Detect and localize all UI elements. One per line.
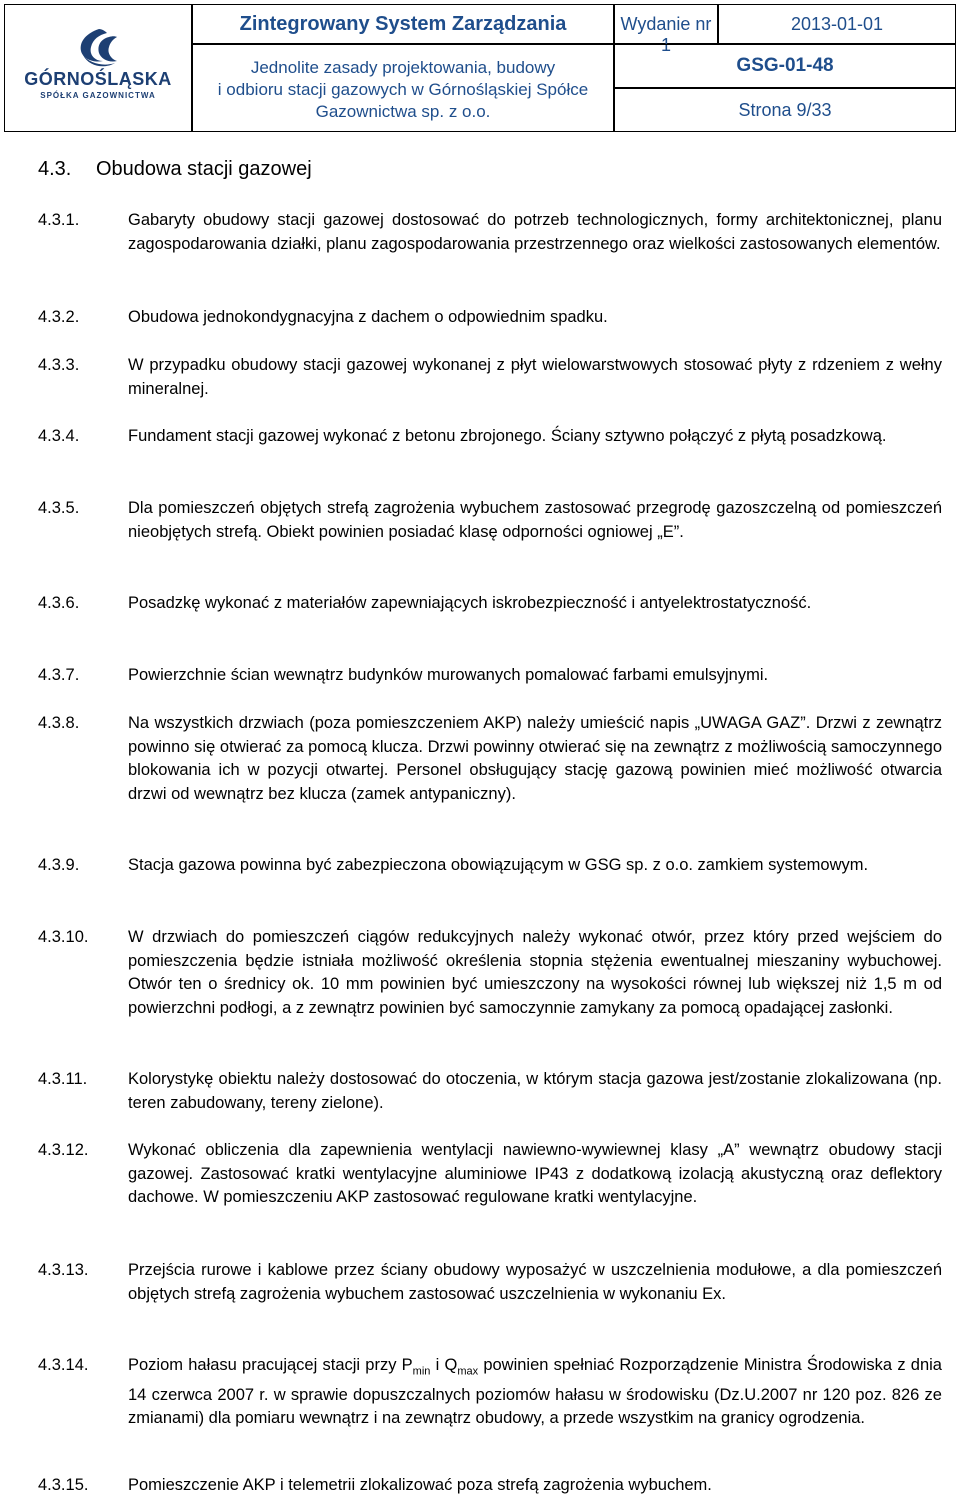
list-item — [38, 1139, 942, 1210]
subtitle-line-3: Gazownictwa sp. z o.o. — [315, 102, 491, 121]
issue-date: 2013-01-01 — [790, 14, 884, 34]
logo-subtitle: SPÓŁKA GAZOWNICTWA — [40, 91, 156, 100]
item-text: W drzwiach do pomieszczeń ciągów redukcyjnych należy wykonać otwór, przez który przed wejściem do pomieszczenia będzie istniała możliwość określenia stopnia stężenia ewentualnej mieszaniny wybuchowej. Otwór ten o średnicy ok. 10 mm powinien być umieszczony na wysokości równej lub większej niż 1,5 m od powierzchni podłogi, a z zewnątrz powinien być samoczynnie zamykany za pomocą opadającej zasłonki. — [128, 928, 942, 1017]
list-item — [38, 306, 942, 330]
item-number: 4.3.4. — [38, 427, 80, 445]
item-text: Pomieszczenie AKP i telemetrii zlokalizować poza strefą zagrożenia wybuchem. — [128, 1476, 712, 1494]
item-number: 4.3.6. — [38, 594, 80, 612]
edition: Wydanie nr 1 — [620, 14, 712, 55]
list-item — [38, 926, 942, 1020]
document-header — [0, 0, 960, 132]
item-number: 4.3.14. — [38, 1356, 89, 1374]
list-item — [38, 854, 942, 878]
item-text: Obudowa jednokondygnacyjna z dachem o odpowiednim spadku. — [128, 308, 608, 326]
item-number: 4.3.5. — [38, 499, 80, 517]
doc-code-cell — [614, 44, 956, 88]
list-item — [38, 354, 942, 401]
logo-name: GÓRNOŚLĄSKA — [24, 69, 172, 89]
document-subtitle-cell — [192, 44, 614, 132]
item-text: Wykonać obliczenia dla zapewnienia wentylacji nawiewno-wywiewnej klasy „A” wewnątrz obudowy stacji gazowej. Zastosować kratki wentylacyjne aluminiowe IP43 z dodatkową izolacją akustyczną oraz deflektory dachowe. W pomieszczeniu AKP zastosować regulowane kratki wentylacyjne. — [128, 1141, 942, 1206]
item-number: 4.3.9. — [38, 856, 80, 874]
item-number: 4.3.1. — [38, 211, 80, 229]
subscript-max: max — [457, 1365, 479, 1378]
item-text-part: i Q — [430, 1356, 458, 1374]
item-text: Przejścia rurowe i kablowe przez ściany obudowy wyposażyć w uszczelnienia modułowe, a dla pomieszczeń objętych strefą zagrożenia wybuchem zastosować uszczelnienia w wykonaniu Ex. — [128, 1261, 942, 1303]
list-item — [38, 1259, 942, 1306]
item-text-part: Poziom hałasu pracującej stacji przy P — [128, 1356, 413, 1374]
item-text: Fundament stacji gazowej wykonać z betonu zbrojonego. Ściany sztywno połączyć z płytą posadzkową. — [128, 427, 887, 445]
subtitle-line-1: Jednolite zasady projektowania, budowy — [250, 58, 556, 77]
date-cell — [718, 4, 956, 44]
list-item — [38, 425, 942, 449]
list-item — [38, 1354, 942, 1431]
section-heading — [38, 158, 312, 181]
logo-cell — [4, 4, 192, 132]
item-text: Powierzchnie ścian wewnątrz budynków murowanych pomalować farbami emulsyjnymi. — [128, 666, 769, 684]
list-item — [38, 712, 942, 806]
item-text — [128, 1354, 942, 1431]
list-item — [38, 497, 942, 544]
item-text: W przypadku obudowy stacji gazowej wykonanej z płyt wielowarstwowych stosować płyty z rdzeniem z wełny mineralnej. — [128, 356, 942, 398]
item-number: 4.3.13. — [38, 1261, 89, 1279]
section-title: Obudowa stacji gazowej — [96, 158, 312, 180]
company-logo-icon — [69, 27, 129, 69]
item-number: 4.3.12. — [38, 1141, 89, 1159]
section-number: 4.3. — [38, 158, 72, 180]
item-text: Dla pomieszczeń objętych strefą zagrożenia wybuchem zastosować przegrodę gazoszczelną od pomieszczeń nieobjętych strefą. Obiekt powinien posiadać klasę odporności ogniowej „E”. — [128, 499, 942, 541]
list-item — [38, 1068, 942, 1115]
list-item — [38, 664, 942, 688]
edition-cell — [614, 4, 718, 55]
item-number: 4.3.15. — [38, 1476, 89, 1494]
system-title: Zintegrowany System Zarządzania — [239, 13, 567, 35]
item-text: Kolorystykę obiektu należy dostosować do otoczenia, w którym stacja gazowa jest/zostanie zlokalizowana (np. teren zabudowany, tereny zielone). — [128, 1070, 942, 1112]
subtitle-line-2: i odbioru stacji gazowych w Górnośląskiej Spółce — [217, 80, 589, 99]
item-text: Posadzkę wykonać z materiałów zapewniających iskrobezpieczność i antyelektrostatyczność. — [128, 594, 812, 612]
system-title-cell — [192, 4, 614, 44]
list-item — [38, 592, 942, 616]
list-item — [38, 1474, 942, 1498]
item-text: Gabaryty obudowy stacji gazowej dostosować do potrzeb technologicznych, formy architektonicznej, planu zagospodarowania działki, planu zagospodarowania przestrzennego oraz wielkości zastosowanych elementów. — [128, 211, 942, 253]
item-number: 4.3.8. — [38, 714, 80, 732]
item-text: Na wszystkich drzwiach (poza pomieszczeniem AKP) należy umieścić napis „UWAGA GAZ”. Drzwi z zewnątrz powinno się otwierać za pomocą klucza. Drzwi powinny otwierać się na zewnątrz z możliwością samoczynnego blokowania ich w pozycji otwartej. Personel obsługujący stację gazową powinien mieć możliwość otwarcia drzwi od wewnątrz bez klucza (zamek antypaniczny). — [128, 714, 942, 803]
item-text-part: powinien spełniać Rozporządzenie Ministra Środowiska z dnia 14 czerwca 2007 r. w sprawie dopuszczalnych poziomów hałasu w środowisku (Dz.U.2007 nr 120 poz. 826 ze zmianami) dla pomiaru wewnątrz i na zewnątrz obudowy, a przede wszystkim na granicy ogrodzenia. — [128, 1356, 942, 1428]
doc-code: GSG-01-48 — [736, 55, 834, 76]
subscript-min: min — [412, 1365, 431, 1378]
item-text: Stacja gazowa powinna być zabezpieczona obowiązującym w GSG sp. z o.o. zamkiem systemowym. — [128, 856, 869, 874]
item-number: 4.3.11. — [38, 1070, 88, 1088]
list-item — [38, 209, 942, 256]
item-number: 4.3.7. — [38, 666, 80, 684]
page-number-cell — [614, 88, 956, 132]
item-number: 4.3.10. — [38, 928, 89, 946]
page-number: Strona 9/33 — [738, 100, 832, 120]
item-number: 4.3.2. — [38, 308, 80, 326]
item-number: 4.3.3. — [38, 356, 80, 374]
